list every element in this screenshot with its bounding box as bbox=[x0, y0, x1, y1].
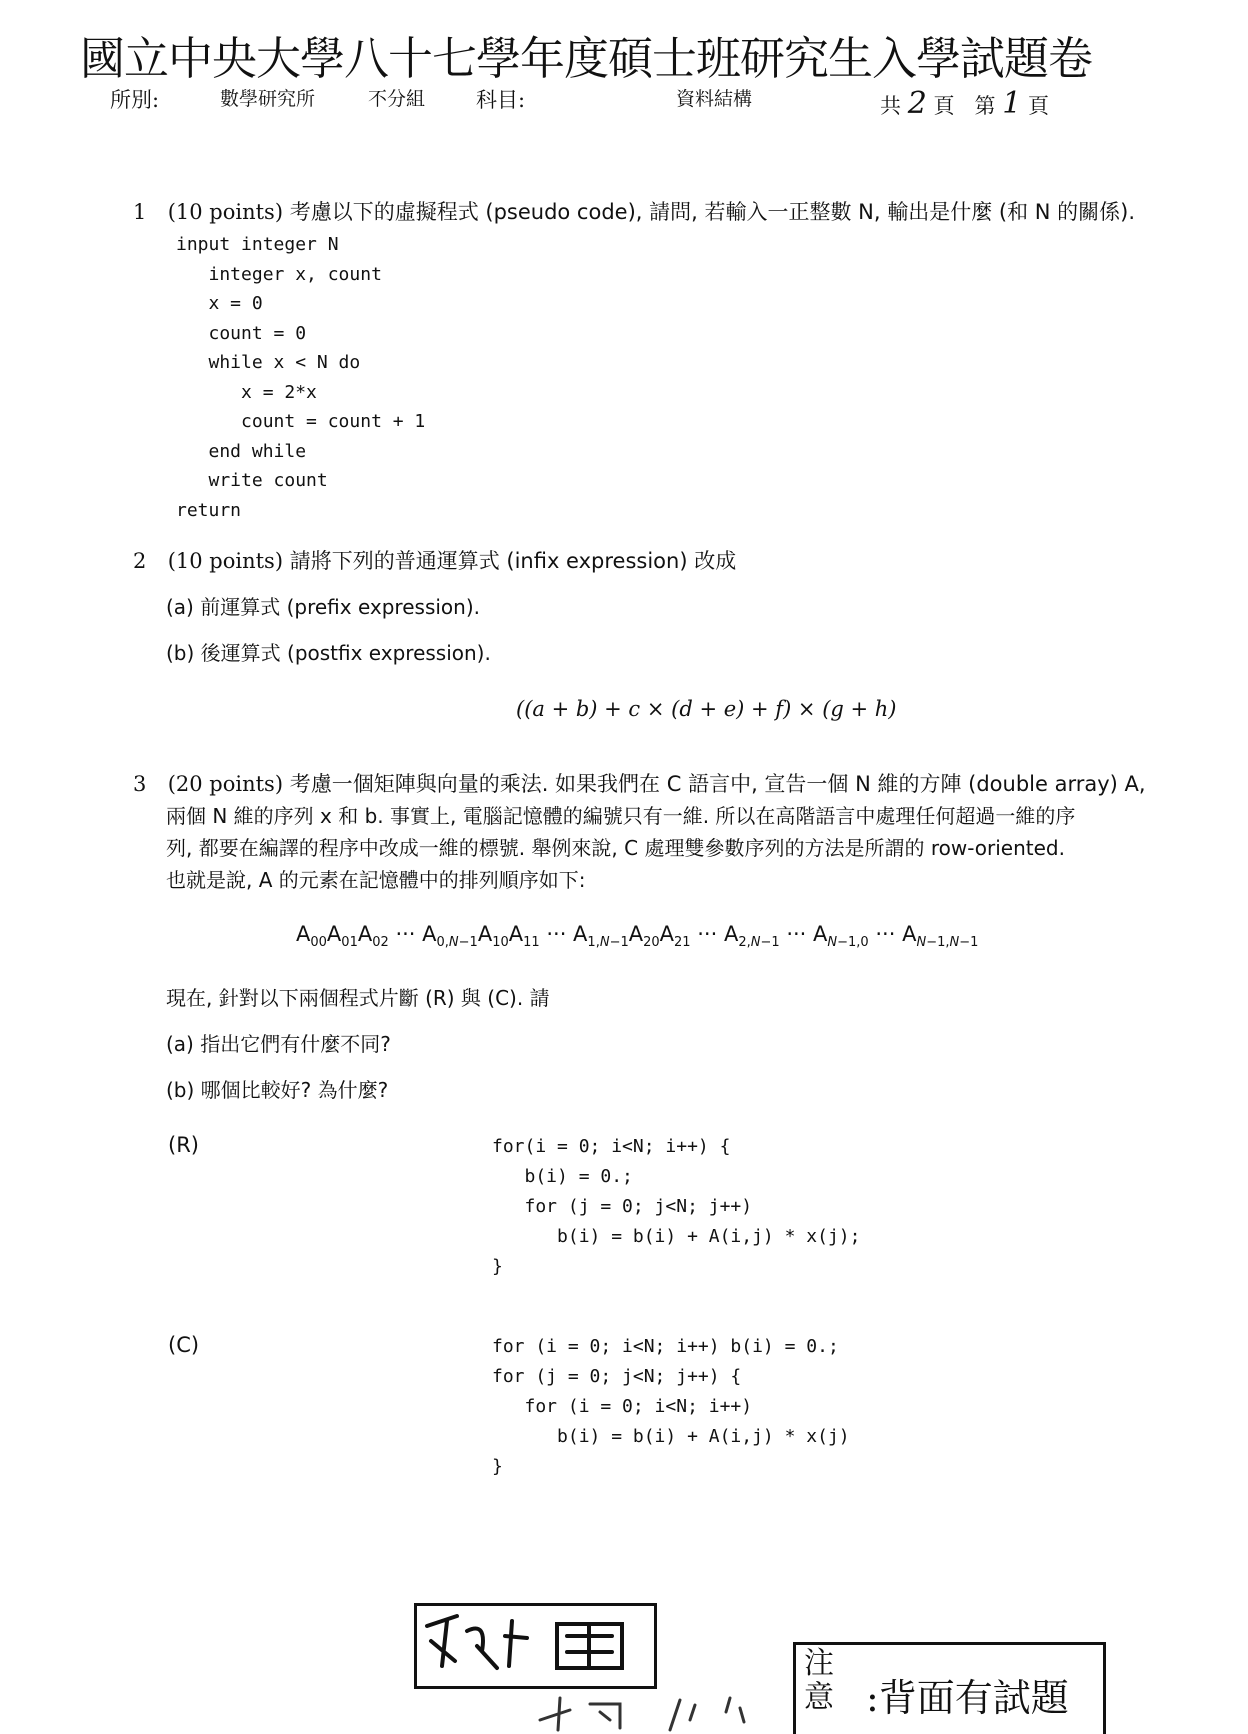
page-word-2: 頁 bbox=[1027, 94, 1049, 118]
question-text: 請將下列的普通運算式 (infix expression) 改成 bbox=[289, 549, 737, 573]
page-number: 1 bbox=[1002, 86, 1022, 121]
dept-label: 所別: bbox=[110, 88, 160, 112]
q3-memory-order-sequence: $A_{00}A_{01}A_{02}$ ··· $A_{0,N-1}A_{10}A_{11}$ ··· $A_{1,N-1}A_{20}A_{21}$ ··· $A_{2,N-1}$ ··· $A_{N-1,0}$ ··· $A_{N-1,N-1}$ bbox=[296, 922, 979, 951]
page-word-1: 頁 bbox=[933, 94, 955, 118]
question-text: 考慮以下的虛擬程式 (pseudo code), 請問, 若輸入一正整數 N, 輸出是什麼 (和 N 的關係). bbox=[289, 200, 1135, 224]
q2-expression: ((a + b) + c × (d + e) + f) × (g + h) bbox=[516, 697, 897, 721]
fragment-c-code: for (i = 0; i<N; i++) b(i) = 0.; for (j = 0; j<N; j++) { for (i = 0; i<N; i++) b(i) = b(i) + A(i,j) * x(j) } bbox=[492, 1336, 850, 1477]
q2-part-b: (b) 後運算式 (postfix expression). bbox=[166, 641, 491, 665]
page-pre: 第 bbox=[974, 94, 996, 118]
q2-part-a: (a) 前運算式 (prefix expression). bbox=[166, 595, 480, 619]
q3-line-3: 列, 都要在編譯的程序中改成一維的標號. 舉例來說, C 處理雙參數序列的方法是所謂的 row-oriented. bbox=[166, 836, 1065, 860]
question-points: (10 points) bbox=[167, 549, 284, 573]
question-1-heading bbox=[133, 196, 1135, 226]
notice-text: :背面有試題 bbox=[866, 1676, 1069, 1720]
handwritten-stamp bbox=[414, 1603, 657, 1689]
question-points: (10 points) bbox=[167, 200, 284, 224]
subject-label: 科目: bbox=[476, 88, 526, 112]
q3-line-2: 兩個 N 維的序列 x 和 b. 事實上, 電腦記憶體的編號只有一維. 所以在高階語言中處理任何超過一維的序 bbox=[166, 804, 1076, 828]
fragment-r-label: (R) bbox=[168, 1133, 199, 1157]
question-number: 1 bbox=[133, 200, 147, 224]
question-number: 2 bbox=[133, 549, 147, 573]
question-2-heading bbox=[133, 545, 736, 575]
notice-label: 注意 bbox=[804, 1646, 834, 1715]
dept-name: 數學研究所 bbox=[220, 88, 316, 110]
total-pre: 共 bbox=[880, 94, 901, 118]
question-points: (20 points) bbox=[167, 772, 284, 796]
group-name: 不分組 bbox=[368, 88, 426, 110]
fragment-r-code: for(i = 0; i<N; i++) { b(i) = 0.; for (j = 0; j<N; j++) b(i) = b(i) + A(i,j) * x(j); } bbox=[492, 1136, 861, 1277]
question-number: 3 bbox=[133, 772, 147, 796]
q3-line-4: 也就是說, A 的元素在記憶體中的排列順序如下: bbox=[166, 868, 586, 892]
notice-box bbox=[793, 1642, 1106, 1734]
total-pages: 2 bbox=[907, 86, 927, 121]
question-3-heading bbox=[133, 768, 1146, 798]
stamp-scribble-icon bbox=[417, 1606, 654, 1686]
fragment-c-label: (C) bbox=[168, 1333, 200, 1357]
q3-part-a: (a) 指出它們有什麼不同? bbox=[166, 1032, 391, 1056]
q3-now: 現在, 針對以下兩個程式片斷 (R) 與 (C). 請 bbox=[166, 986, 550, 1010]
subject-name: 資料結構 bbox=[676, 88, 753, 110]
smudged-handwriting-icon bbox=[530, 1690, 790, 1734]
question-text: 考慮一個矩陣與向量的乘法. 如果我們在 C 語言中, 宣告一個 N 維的方陣 (double array) A, bbox=[289, 772, 1146, 796]
exam-title: 國立中央大學八十七學年度碩士班研究生入學試題卷 bbox=[80, 32, 1093, 85]
q1-pseudo-code: input integer N integer x, count x = 0 count = 0 while x < N do x = 2*x count = count + 1 end while write count return bbox=[176, 234, 426, 521]
page-count bbox=[880, 86, 1049, 121]
q3-part-b: (b) 哪個比較好? 為什麼? bbox=[166, 1078, 389, 1102]
